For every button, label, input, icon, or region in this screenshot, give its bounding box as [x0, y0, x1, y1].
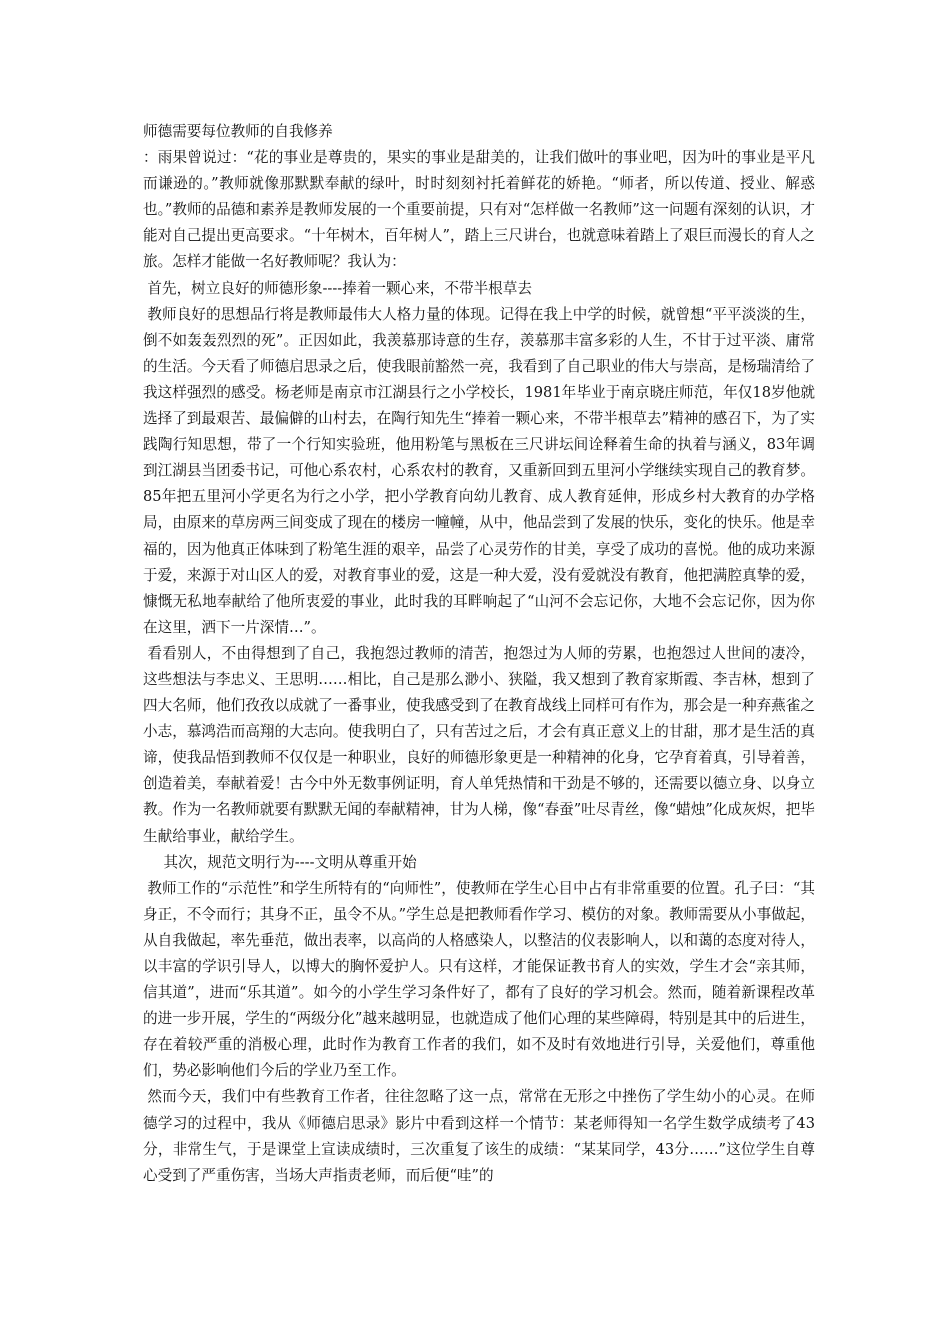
- paragraph-role-model: 教师工作的“示范性”和学生所特有的“向师性”，使教师在学生心目中占有非常重要的位置。孔子曰：“其身正，不令而行；其身不正，虽令不从。”学生总是把教师看作学习、模仿的对象。教师需要从小事做起，从自我做起，率先垂范，做出表率，以高尚的人格感染人，以整洁的仪表影响人，以和蔼的态度对待人，以丰富的学识引导人，以博大的胸怀爱护人。只有这样，才能保证教书育人的实效，学生才会“亲其师，信其道”，进而“乐其道”。如今的小学生学习条件好了，都有了良好的学习机会。然而，随着新课程改革的进一步开展，学生的“两级分化”越来越明显，也就造成了他们心理的某些障碍，特别是其中的后进生，存在着较严重的消极心理，此时作为教育工作者的我们，如不及时有效地进行引导，关爱他们，尊重他们，势必影响他们今后的学业乃至工作。: [143, 879, 815, 1080]
- section-heading-second: 其次，规范文明行为----文明从尊重开始: [163, 853, 417, 871]
- paragraph-self-reflection: 看看别人，不由得想到了自己，我抱怨过教师的清苦，抱怨过为人师的劳累，也抱怨过人世间的凄冷，这些想法与李忠义、王思明……相比，自己是那么渺小、狭隘，我又想到了教育家斯霞、李吉林，想到了四大名师，他们孜孜以成就了一番事业，使我感受到了在教育战线上同样可有作为，那会是一种弃燕雀之小志，慕鸿浩而高翔的大志向。使我明白了，只有苦过之后，才会有真正意义上的甘甜，那才是生活的真谛，使我品悟到教师不仅仅是一种职业，良好的师德形象更是一种精神的化身，它孕育着真，引导着善，创造着美，奉献着爱！古今中外无数事例证明，育人单凭热情和干劲是不够的，还需要以德立身、以身立教。作为一名教师就要有默默无闻的奉献精神，甘为人梯，像“春蚕”吐尽青丝，像“蜡烛”化成灰烬，把毕生献给事业，献给学生。: [143, 644, 815, 845]
- document-body: [143, 119, 815, 1189]
- paragraph-example: 然而今天，我们中有些教育工作者，往往忽略了这一点，常常在无形之中挫伤了学生幼小的心灵。在师德学习的过程中，我从《师德启思录》影片中看到这样一个情节：某老师得知一名学生数学成绩考了43分，非常生气，于是课堂上宣读成绩时，三次重复了该生的成绩：“某某同学，43分……”这位学生自尊心受到了严重伤害，当场大声指责老师，而后便“哇”的: [143, 1088, 815, 1184]
- section-heading-first: 首先，树立良好的师德形象----捧着一颗心来，不带半根草去: [147, 279, 532, 297]
- document-title: 师德需要每位教师的自我修养: [143, 123, 333, 140]
- paragraph-intro: ：雨果曾说过：“花的事业是尊贵的，果实的事业是甜美的，让我们做叶的事业吧，因为叶的事业是平凡而谦逊的。”教师就像那默默奉献的绿叶，时时刻刻衬托着鲜花的娇艳。“师者，所以传道、授业、解惑也。”教师的品德和素养是教师发展的一个重要前提，只有对“怎样做一名教师”这一问题有深刻的认识，才能对自己提出更高要求。“十年树木，百年树人”，踏上三尺讲台，也就意味着踏上了艰巨而漫长的育人之旅。怎样才能做一名好教师呢？我认为：: [143, 149, 815, 271]
- paragraph-teacher-morality: 教师良好的思想品行将是教师最伟大人格力量的体现。记得在我上中学的时候，就曾想“平平淡淡的生，倒不如轰轰烈烈的死”。正因如此，我羡慕那诗意的生存，羡慕那丰富多彩的人生，不甘于过平淡、庸常的生活。今天看了师德启思录之后，使我眼前豁然一亮，我看到了自己职业的伟大与崇高，是杨瑞清给了我这样强烈的感受。杨老师是南京市江湖县行之小学校长，1981年毕业于南京晓庄师范，年仅18岁他就选择了到最艰苦、最偏僻的山村去，在陶行知先生“捧着一颗心来，不带半根草去”精神的感召下，为了实践陶行知思想，带了一个行知实验班，他用粉笔与黑板在三尺讲坛间诠释着生命的执着与涵义，83年调到江湖县当团委书记，可他心系农村，心系农村的教育，又重新回到五里河小学继续实现自己的教育梦。85年把五里河小学更名为行之小学，把小学教育向幼儿教育、成人教育延伸，形成乡村大教育的办学格局，由原来的草房两三间变成了现在的楼房一幢幢，从中，他品尝到了发展的快乐，变化的快乐。他是幸福的，因为他真正体味到了粉笔生涯的艰辛，品尝了心灵劳作的甘美，享受了成功的喜悦。他的成功来源于爱，来源于对山区人的爱，对教育事业的爱，这是一种大爱，没有爱就没有教育，他把满腔真挚的爱，慷慨无私地奉献给了他所衷爱的事业，此时我的耳畔响起了“山河不会忘记你，大地不会忘记你，因为你在这里，洒下一片深情…”。: [143, 305, 815, 636]
